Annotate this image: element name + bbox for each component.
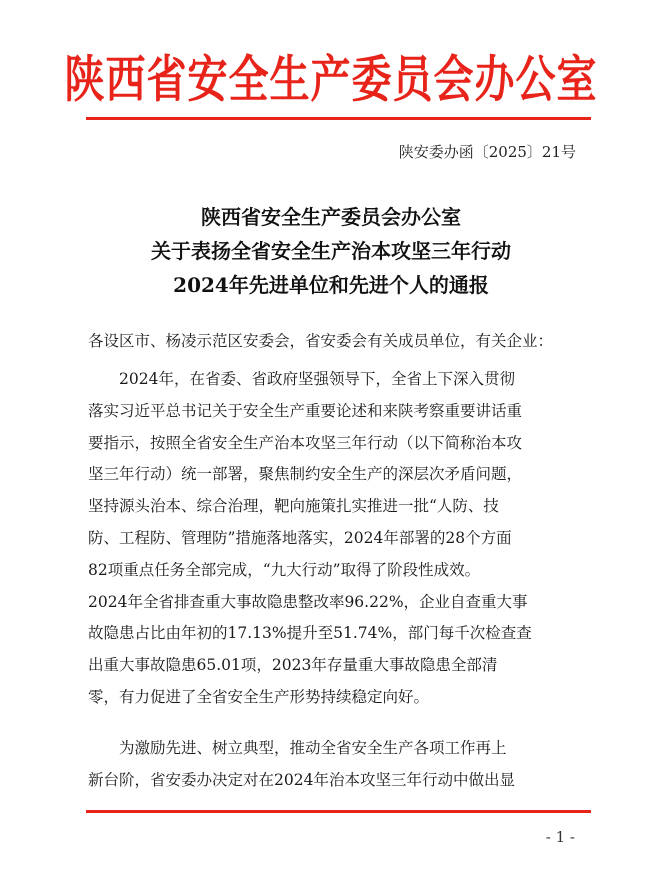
text-line: 82项重点任务全部完成，“九大行动”取得了阶段性成效。 [88,560,481,579]
org-name-header: 陕西省安全生产委员会办公室 [64,51,598,109]
header-red-rule [86,117,591,120]
paragraph-1 [88,368,588,718]
text-line: 要指示，按照全省安全生产治本攻坚三年行动（以下简称治本攻 [88,433,523,452]
text-line: 2024年，在省委、省政府坚强领导下，全省上下深入贯彻 [119,370,515,388]
text-line: 出重大事故隐患65.01项，2023年存量重大事故隐患全部清 [88,656,498,675]
text-line: 为激励先进、树立典型，推动全省安全生产各项工作再上 [119,739,507,757]
page-number: - 1 - [545,828,575,846]
text-line: 坚三年行动）统一部署，聚焦制约安全生产的深层次矛盾问题， [88,465,523,484]
text-line: 故隐患占比由年初的17.13%提升至51.74%，部门每千次检查查 [88,624,532,643]
text-line: 落实习近平总书记关于安全生产重要论述和来陕考察重要讲话重 [88,401,523,420]
footer-red-rule [86,810,591,813]
text-line: 2024年全省排查重大事故隐患整改率96.22%，企业自查重大事 [88,592,528,611]
document-number: 陕安委办函〔2025〕21号 [398,143,576,161]
text-line: 新台阶，省安委办决定对在2024年治本攻坚三年行动中做出显 [88,770,515,789]
title-line-2: 关于表扬全省安全生产治本攻坚三年行动 [151,239,511,263]
paragraph-2 [88,737,588,801]
text-line: 零，有力促进了全省安全生产形势持续稳定向好。 [88,687,430,706]
addressee-line: 各设区市、杨凌示范区安委会，省安委会有关成员单位，有关企业： [88,332,554,350]
text-line: 防、工程防、管理防”措施落地落实，2024年部署的28个方面 [88,528,512,547]
title-line-1: 陕西省安全生产委员会办公室 [201,205,461,229]
document-title [0,200,662,302]
text-line: 坚持源头治本、综合治理，靶向施策扎实推进一批“人防、技 [88,497,499,516]
title-line-3: 2024年先进单位和先进个人的通报 [173,273,489,297]
